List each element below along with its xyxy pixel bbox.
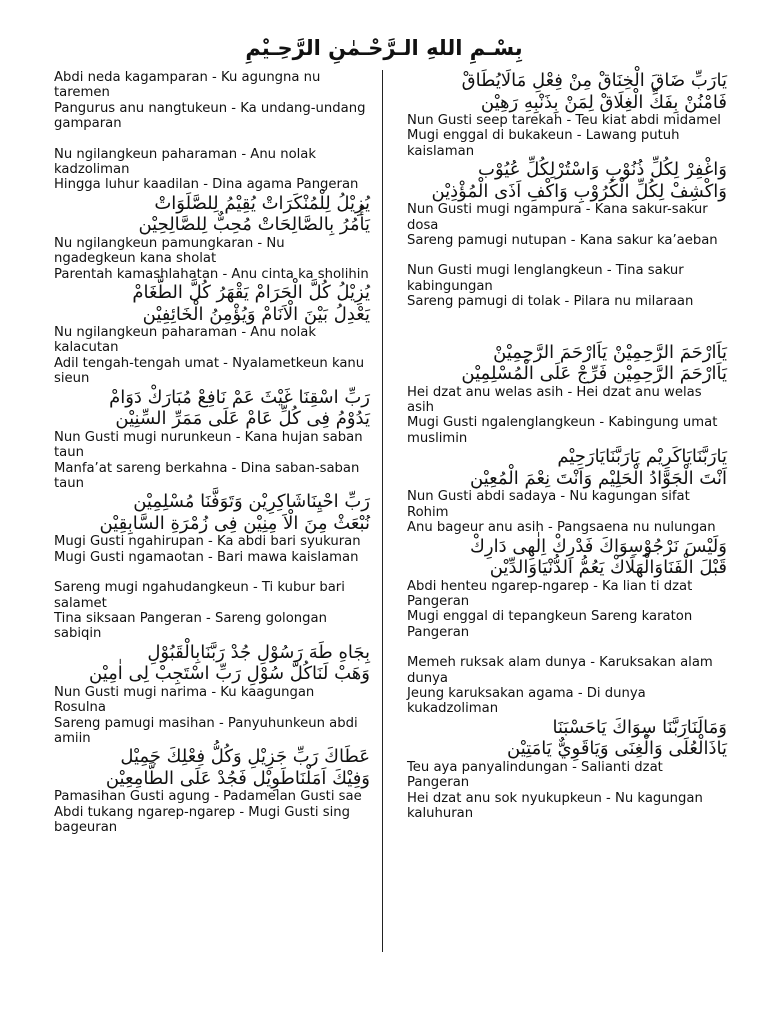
arabic-verse: يُزِيْلُ لِلْمُنْكَرَاتْ يُقِيْمُ لِلصَّلَوَاتْ يَأْمُرُ بِالصَّالِحَاتْ مُحِبٌّ لِلصَّالِحِيْن (138, 192, 370, 236)
translation-line: Mugi Gusti ngamaotan - Bari mawa kaislaman (54, 549, 359, 565)
translation-line: Sareng pamugi masihan - Panyuhunkeun abdi amiin (54, 715, 358, 746)
translation-line: Parentah kamashlahatan - Anu cinta ka sholihin (54, 266, 369, 282)
translation-line: Nun Gusti seep tarekah - Teu kiat abdi midamel (407, 113, 721, 128)
translation-line: Nun Gusti mugi ngampura - Kana sakur-sakur dosa (407, 202, 708, 233)
translation-line: Manfa’at sareng berkahna - Dina saban-saban taun (54, 460, 360, 491)
translation-line: Mugi Gusti ngahirupan - Ka abdi bari syukuran (54, 534, 361, 550)
translation-line: Memeh ruksak alam dunya - Karuksakan alam dunya (407, 655, 713, 686)
arabic-verse: يَارَبِّ ضَاقَ الْخِنَاقْ مِنْ فِعْلِ مَالَايُطَاقْ فَامْنُنْ بِفَكِّ الْغِلَاقْ لِمَنْ بِذَنْبِهِ رَهِيْن (461, 70, 727, 113)
translation-line: Abdi henteu ngarep-ngarep - Ka lian ti dzat Pangeran (407, 578, 693, 609)
translation-line: Teu aya panyalindungan - Salianti dzat Pangeran (407, 759, 663, 791)
translation-line: Sareng pamugi di tolak - Pilara nu milaraan (407, 294, 694, 310)
translation-line: Mugi enggal di bukakeun - Lawang putuh kaislaman (407, 128, 680, 159)
translation-line: Hei dzat anu sok nyukupkeun - Nu kagungan kaluhuran (407, 790, 703, 821)
arabic-verse: يُزِيْلُ كُلَّ الْحَرَامْ يَقْهَرُ كُلَّ الطَّغَامْ يَعْدِلُ بَيْنَ الْاَنَامْ وَيُؤْمِنُ الْخَائِفِيْن (132, 282, 370, 325)
translation-line: Pamasihan Gusti agung - Padamelan Gusti sae (54, 789, 362, 805)
translation-line: Jeung karuksakan agama - Di dunya kukadzoliman (407, 685, 646, 717)
translation-line: Nu ngilangkeun paharaman - Anu nolak kadzoliman (54, 146, 317, 178)
translation-line: Hingga luhur kaadilan - Dina agama Pangeran (54, 177, 359, 193)
right-column (407, 70, 727, 821)
arabic-verse: وَمَالَنَارَبَّنَا سِوَاكَ يَاحَسْبَنَا يَاذَالْعُلَى وَالْغِنَى وَيَاقَوِيٌّ يَامَتِيْن (507, 716, 727, 760)
translation-line: Nun Gusti mugi narima - Ku kaagungan Rosulna (54, 684, 315, 716)
translation-line: Nun Gusti abdi sadaya - Nu kagungan sifat Rohim (407, 489, 690, 520)
translation-line: Nun Gusti mugi nurunkeun - Kana hujan saban taun (54, 429, 363, 461)
translation-line: Hei dzat anu welas asih - Hei dzat anu welas asih (407, 384, 702, 416)
arabic-verse: وَاغْفِرْ لِكُلِّ ذُنُوْبِ وَاسْتُرْلِكُلِّ عُيُوْب وَاكْشِفْ لِكُلِّ الْكُرُوْبِ وَاكْفِ اَذَى الْمُؤْذِيْن (431, 159, 727, 202)
translation-line: Anu bageur anu asih - Pangsaena nu nulungan (407, 520, 716, 536)
arabic-verse: رَبِّ احْيِنَاشَاكِرِيْن وَتَوَفَّنَا مُسْلِمِيْن نُبْعَثْ مِنَ الْاَ مِنِيْن فِى زُمْرَةِ السَّابِقِيْن (99, 491, 370, 534)
arabic-verse: يَارَبَّنَايَاكَرِيْم يَارَبَّنَايَارَحِيْم اَنْتَ الْجَوَّادُ الْحَلِيْم وَاَنْتَ نِعْمَ الْمُعِيْن (470, 446, 727, 489)
translation-line: Pangurus anu nangtukeun - Ka undang-undang gamparan (54, 100, 366, 132)
arabic-verse: بِجَاهِ طَهَ رَسُوْلِ جُدْ رَبَّنَابِالْقَبُوْلِ وَهَبْ لَنَاكُلَّ سُوْلِ رَبِّ اسْتَجِبْ لِى اٰمِيْن (89, 641, 370, 685)
arabic-verse: عَطَاكَ رَبِّ جَزِيْلِ وَكُلُّ فِعْلِكَ جَمِيْل وَفِيْكَ اَمَلْنَاطَوِيْل فَجُدْ عَلَى الطَّامِعِيْن (105, 746, 370, 789)
arabic-verse: يَاَارْحَمَ الرَّحِمِيْنْ يَاَارْحَمَ الرَّحِمِيْنْ يَاَارْحَمَ الرَّحِمِيْن فَرِّجْ عَلَى الْمُسْلِمِيْن (461, 341, 727, 385)
left-column (54, 70, 370, 836)
translation-line: Sareng mugi ngahudangkeun - Ti kubur bari salamet (54, 580, 345, 611)
arabic-verse: وَلَيْسَ نَرْجُوْسِوَاكَ فَدْرِكْ اِلٰهِى دَارِكْ قَبْلَ الْفَنَاوَالْهَلَاكْ يَعُمُّ الدُّنْيَاوَالدِّيْن (470, 535, 727, 578)
bismillah-heading: بِسْـمِ اللهِ الـرَّحْـمٰنِ الرَّحِـيْمِ (245, 36, 523, 60)
translation-line: Nu ngilangkeun paharaman - Anu nolak kalacutan (54, 325, 317, 356)
column-divider (382, 70, 383, 952)
translation-line: Mugi Gusti ngalenglangkeun - Kabingung umat muslimin (407, 415, 718, 446)
translation-line: Nu ngilangkeun pamungkaran - Nu ngadegkeun kana sholat (54, 235, 285, 267)
arabic-verse: رَبِّ اسْقِنَا غَيْثَ عَمْ نَافِعْ مُبَارَكْ دَوَامْ يَدُوْمُ فِى كُلِّ عَامْ عَلَى مَمَرِّ السِّنِيْن (109, 386, 370, 430)
translation-line: Abdi tukang ngarep-ngarep - Mugi Gusti sing bageuran (54, 804, 351, 836)
translation-line: Sareng pamugi nutupan - Kana sakur ka’aeban (407, 233, 718, 249)
translation-line: Tina siksaan Pangeran - Sareng golongan sabiqin (54, 610, 327, 642)
translation-line: Adil tengah-tengah umat - Nyalametkeun kanu sieun (54, 355, 365, 387)
translation-line: Nun Gusti mugi lenglangkeun - Tina sakur kabingungan (407, 263, 684, 294)
translation-line: Mugi enggal di tepangkeun Sareng karaton Pangeran (407, 609, 693, 640)
translation-line: Abdi neda kagamparan - Ku agungna nu taremen (54, 70, 321, 101)
